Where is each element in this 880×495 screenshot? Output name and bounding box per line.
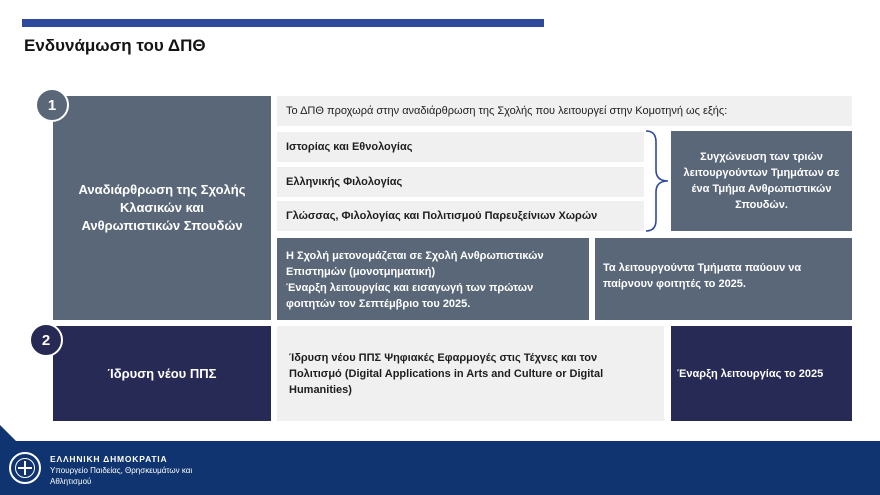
rename-note-panel (277, 238, 589, 320)
section2-heading-panel (53, 326, 271, 421)
section2-number-badge (29, 323, 63, 357)
greek-coat-of-arms-icon (9, 452, 41, 484)
department-item (277, 167, 644, 197)
section1-intro: Το ΔΠΘ προχωρά στην αναδιάρθρωση της Σχολής που λειτουργεί στην Κομοτηνή ως εξής: (286, 105, 728, 117)
section1-number: 1 (47, 96, 57, 114)
header-accent-bar (22, 19, 544, 27)
section2-number: 2 (41, 331, 51, 349)
program-panel (277, 326, 664, 421)
department-label: Ιστορίας και Εθνολογίας (286, 141, 413, 153)
stop-note-panel (595, 238, 852, 320)
rename-line-1: Η Σχολή μετονομάζεται σε Σχολή Ανθρωπιστικών Επιστημών (μονοτμηματική) (286, 250, 544, 278)
merge-note-panel (671, 131, 852, 231)
start-panel (671, 326, 852, 421)
footer-org: ΕΛΛΗΝΙΚΗ ΔΗΜΟΚΡΑΤΙΑ (50, 454, 168, 464)
section1-heading: Αναδιάρθρωση της Σχολής Κλασικών και Ανθρωπιστικών Σπουδών (78, 182, 246, 233)
page-title: Ενδυνάμωση του ΔΠΘ (24, 36, 206, 55)
program-description: Ίδρυση νέου ΠΠΣ Ψηφιακές Εφαρμογές στις Τέχνες και τον Πολιτισμό (Digital Applications in Arts and Culture or Digital Humanities) (289, 351, 604, 396)
merge-note: Συγχώνευση των τριών λειτουργούντων Τμημάτων σε ένα Τμήμα Ανθρωπιστικών Σπουδών. (683, 151, 840, 211)
footer-notch (0, 425, 16, 441)
curly-brace-icon (644, 128, 672, 234)
rename-line-2: Έναρξη λειτουργίας και εισαγωγή των πρώτων φοιτητών τον Σεπτέμβριο του 2025. (286, 282, 534, 310)
section2-heading: Ίδρυση νέου ΠΠΣ (107, 366, 217, 381)
stop-note: Τα λειτουργούντα Τμήματα παύουν να παίρνουν φοιτητές το 2025. (603, 262, 802, 290)
department-label: Ελληνικής Φιλολογίας (286, 176, 403, 188)
department-label: Γλώσσας, Φιλολογίας και Πολιτισμού Παρευξείνιων Χωρών (286, 210, 598, 222)
section1-heading-panel (53, 96, 271, 320)
department-item (277, 201, 644, 231)
footer-ministry: Υπουργείο Παιδείας, Θρησκευμάτων και Αθλητισμού (50, 466, 193, 486)
start-note: Έναρξη λειτουργίας το 2025 (677, 367, 824, 380)
department-item (277, 132, 644, 162)
section1-number-badge (35, 88, 69, 122)
section1-intro-panel (277, 96, 852, 126)
